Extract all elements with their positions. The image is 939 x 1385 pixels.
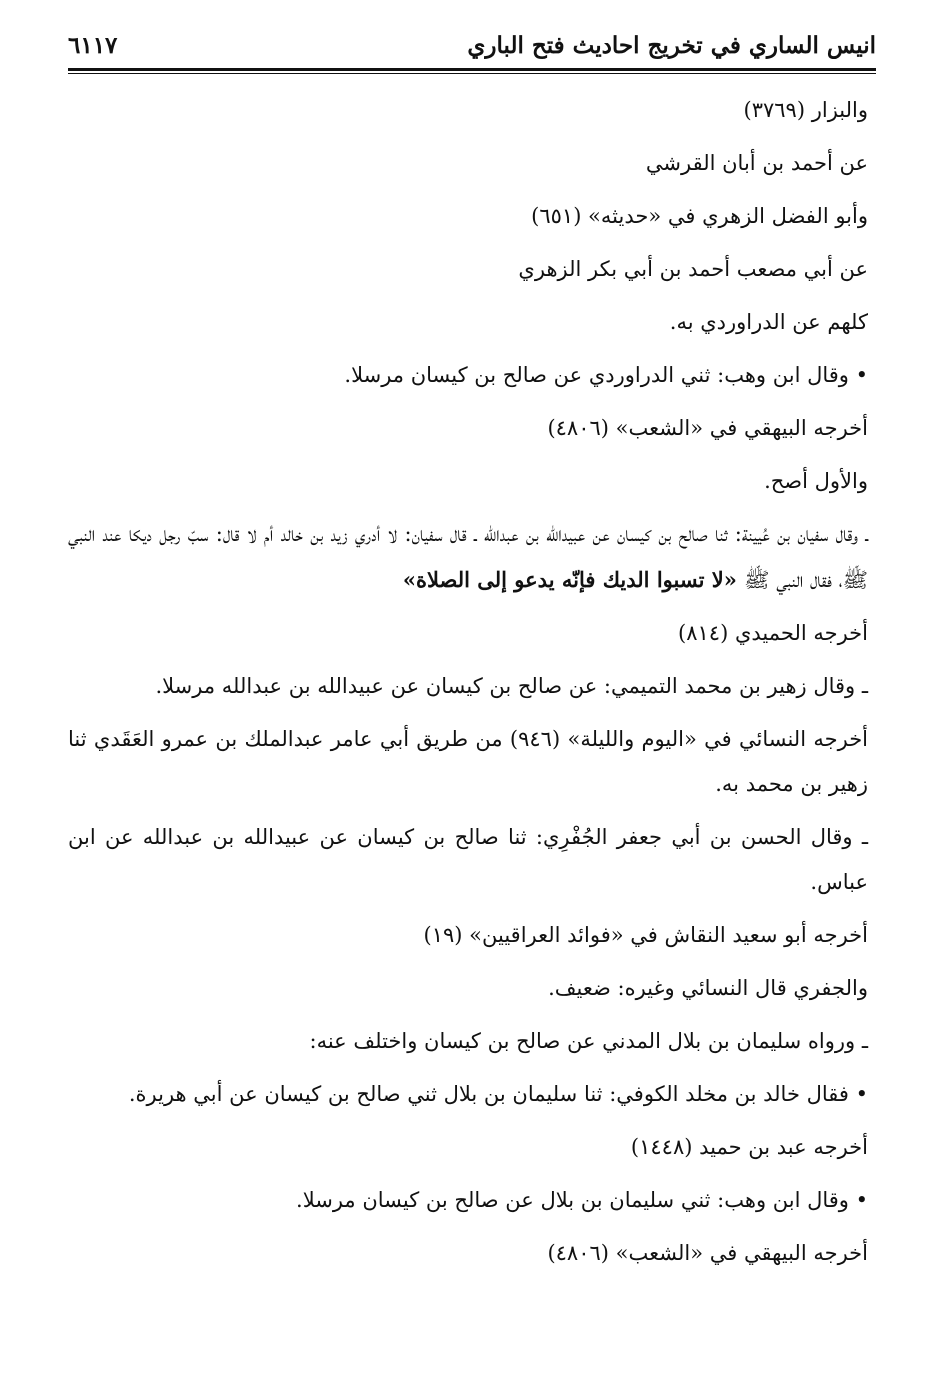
paragraph-text: أخرجه عبد بن حميد (١٤٤٨) [630, 1135, 868, 1159]
paragraph-text: • وقال ابن وهب: ثني الدراوردي عن صالح بن كيسان مرسلا. [344, 363, 868, 387]
text-paragraph [68, 1019, 876, 1064]
paragraph-text: والبزار (٣٧٦٩) [743, 98, 868, 122]
text-paragraph [68, 913, 876, 958]
paragraph-text: • فقال خالد بن مخلد الكوفي: ثنا سليمان بن بلال ثني صالح بن كيسان عن أبي هريرة. [128, 1082, 868, 1106]
paragraph-text: والأول أصح. [764, 469, 868, 493]
paragraph-text: والجفري قال النسائي وغيره: ضعيف. [548, 976, 868, 1000]
paragraph-text: أخرجه الحميدي (٨١٤) [678, 621, 868, 645]
book-page [68, 28, 876, 1284]
text-paragraph [68, 459, 876, 504]
text-paragraph [68, 247, 876, 292]
text-paragraph [68, 815, 876, 905]
paragraph-text: ـ وقال زهير بن محمد التميمي: عن صالح بن كيسان عن عبيدالله بن عبدالله مرسلا. [155, 674, 868, 698]
paragraph-text: عن أحمد بن أبان القرشي [645, 151, 868, 175]
paragraph-text: أخرجه البيهقي في «الشعب» (٤٨٠٦) [547, 416, 868, 440]
text-paragraph [68, 1178, 876, 1223]
paragraph-text: ـ وقال سفيان بن عُيينة: ثنا صالح بن كيسان عن عبيدالله بن عبدالله ـ قال سفيان: لا أدري زيد بن خالد أم لا قال: سبّ رجل ديكا عند النبي ﷺ، فقال النبي ﷺ [68, 522, 868, 592]
paragraph-text: وأبو الفضل الزهري في «حديثه» (٦٥١) [531, 204, 868, 228]
paragraph-text: أخرجه البيهقي في «الشعب» (٤٨٠٦) [547, 1241, 868, 1265]
text-paragraph [68, 1231, 876, 1276]
text-paragraph [68, 611, 876, 656]
text-paragraph [68, 141, 876, 186]
paragraph-text: أخرجه النسائي في «اليوم والليلة» (٩٤٦) من طريق أبي عامر عبدالملك بن عمرو العَقَدي ثنا زهير بن محمد به. [68, 727, 869, 796]
text-paragraph [68, 1072, 876, 1117]
text-paragraph [68, 512, 876, 603]
text-paragraph [68, 300, 876, 345]
page-body [68, 88, 876, 1276]
page-number: ٦١١٧ [68, 32, 118, 59]
hadith-quote: «لا تسبوا الديك فإنّه يدعو إلى الصلاة» [402, 567, 745, 592]
paragraph-text: ـ ورواه سليمان بن بلال المدني عن صالح بن كيسان واختلف عنه: [309, 1029, 868, 1053]
header-rule-thin [68, 73, 876, 74]
text-paragraph [68, 966, 876, 1011]
paragraph-text: أخرجه أبو سعيد النقاش في «فوائد العراقيين» (١٩) [423, 923, 868, 947]
text-paragraph [68, 353, 876, 398]
text-paragraph [68, 664, 876, 709]
text-paragraph [68, 194, 876, 239]
paragraph-text: عن أبي مصعب أحمد بن أبي بكر الزهري [518, 257, 868, 281]
paragraph-text: • وقال ابن وهب: ثني سليمان بن بلال عن صالح بن كيسان مرسلا. [296, 1188, 868, 1212]
text-paragraph [68, 1125, 876, 1170]
running-title: انيس الساري في تخريج احاديث فتح الباري [467, 32, 876, 59]
header-rule-thick [68, 68, 876, 71]
text-paragraph [68, 88, 876, 133]
paragraph-text: كلهم عن الدراوردي به. [669, 310, 868, 334]
paragraph-text: ـ وقال الحسن بن أبي جعفر الجُفْرِي: ثنا صالح بن كيسان عن عبيدالله بن عبدالله عن ابن عباس. [68, 825, 868, 894]
running-header [68, 28, 876, 64]
text-paragraph [68, 717, 876, 807]
text-paragraph [68, 406, 876, 451]
